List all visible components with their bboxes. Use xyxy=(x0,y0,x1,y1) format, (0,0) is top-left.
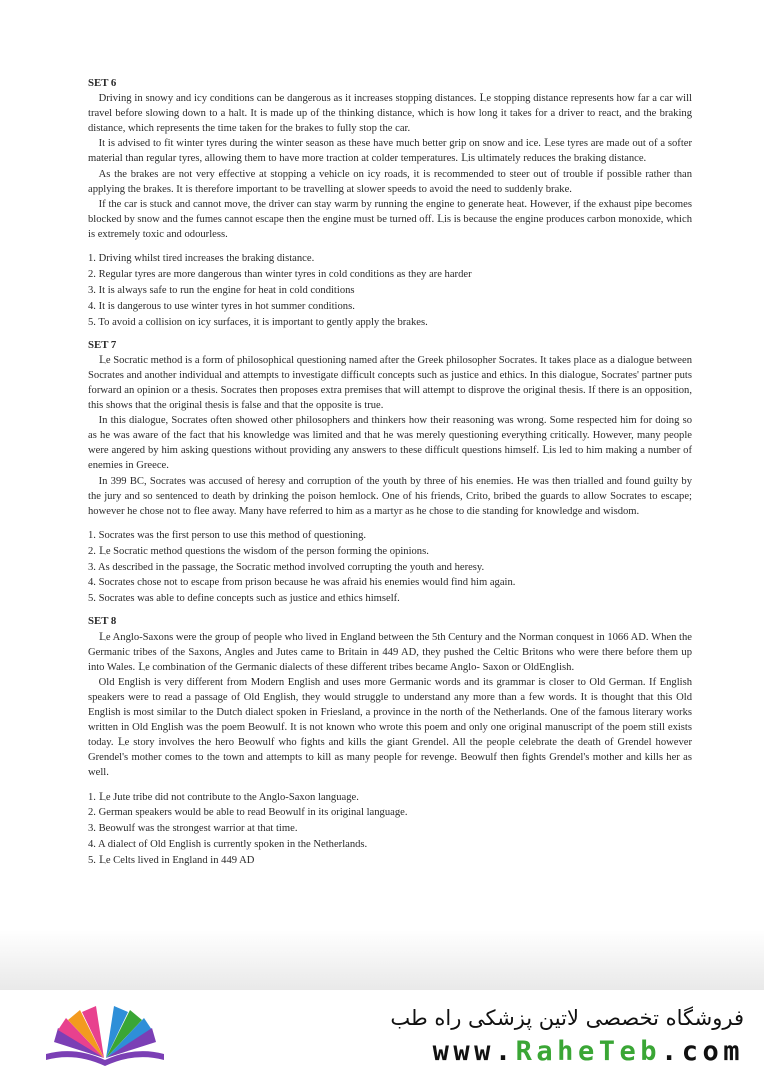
question-item: 4. Socrates chose not to escape from prison because he was afraid his enemies would find him again. xyxy=(88,577,516,589)
question-list xyxy=(88,528,692,607)
set-7 xyxy=(88,338,692,607)
passage-paragraph: If the car is stuck and cannot move, the driver can stay warm by running the engine to generate heat. However, if the exhaust pipe becomes blocked by snow and the fumes cannot escape then the engine must be turned off. Լis is because the engine produces carbon monoxide, which is extremely toxic and odourless. xyxy=(88,198,692,240)
question-item: 3. Beowulf was the strongest warrior at that time. xyxy=(88,823,298,835)
question-item: 3. It is always safe to run the engine for heat in cold conditions xyxy=(88,284,355,296)
passage-paragraph: Driving in snowy and icy conditions can be dangerous as it increases stopping distances. Լe stopping distance represents how far a car will travel before slowing down to a halt. It is made up of the thinking distance, which is how long it takes for a driver to react, and the braking distance, which represents the time taken for the brakes to fully stop the car. xyxy=(88,93,692,135)
passage-paragraph: In 399 BC, Socrates was accused of heresy and corruption of the youth by three of his enemies. He was then trialled and found guilty by the jury and so sentenced to death by drinking the poison hemlock. One of his friends, Crito, bribed the guards to allow Socrates to escape; however he chose not to flee away. Many have referred to him as a martyr as he chose to die standing for knowledge and wisdom. xyxy=(88,475,692,517)
passage-paragraph: Լe Anglo-Saxons were the group of people who lived in England between the 5th Century and the Norman conquest in 1066 AD. When the Germanic tribes of the Saxons, Angles and Jutes came to Britain in 449 AD, they pushed the Celtic Britons who were there before them up into Wales. Լe combination of the Germanic dialects of these different tribes became Anglo- Saxon or OldEnglish. xyxy=(88,631,692,673)
open-book-logo-icon xyxy=(40,998,170,1072)
question-item: 2. Regular tyres are more dangerous than winter tyres in cold conditions as they are harder xyxy=(88,268,472,280)
question-list xyxy=(88,790,692,869)
set-title: SET 7 xyxy=(88,338,117,351)
set-title: SET 6 xyxy=(88,77,117,89)
brand-name-persian: فروشگاه تخصصی لاتین پزشکی راه طب xyxy=(390,1006,744,1030)
set-8 xyxy=(88,614,692,868)
passage-paragraph: Լe Socratic method is a form of philosophical questioning named after the Greek philosopher Socrates. It takes place as a dialogue between Socrates and another individual and attempts to investigate difficult concepts such as justice and ethics. In this dialogue, Socrates' partner puts forward an opinion or a thesis. Socrates then proposes extra premises that will attempt to disprove the original thesis. If there is an opposition, this shows that the original thesis is false and that the opposite is true. xyxy=(88,354,692,412)
footer-banner xyxy=(0,990,764,1080)
question-item: 2. Լe Socratic method questions the wisdom of the person forming the opinions. xyxy=(88,545,429,557)
question-item: 5. Լe Celts lived in England in 449 AD xyxy=(88,855,255,867)
question-item: 4. It is dangerous to use winter tyres in hot summer conditions. xyxy=(88,300,355,312)
question-list xyxy=(88,251,692,330)
brand-url[interactable]: www.RaheTeb.com xyxy=(432,1036,744,1067)
question-item: 1. Լe Jute tribe did not contribute to the Anglo-Saxon language. xyxy=(88,791,359,803)
question-item: 5. Socrates was able to define concepts such as justice and ethics himself. xyxy=(88,593,400,605)
question-item: 3. As described in the passage, the Socratic method involved corrupting the youth and heresy. xyxy=(88,561,485,573)
question-item: 1. Driving whilst tired increases the braking distance. xyxy=(88,253,315,265)
question-item: 1. Socrates was the first person to use this method of questioning. xyxy=(88,529,367,541)
question-item: 5. To avoid a collision on icy surfaces, it is important to gently apply the brakes. xyxy=(88,316,428,328)
document-content xyxy=(88,76,692,876)
passage-paragraph: It is advised to fit winter tyres during the winter season as these have much better grip on snow and ice. Լese tyres are made out of a softer material than regular tyres, allowing them to have more traction at colder temperatures. Լis ultimately reduces the braking distance. xyxy=(88,138,692,165)
question-item: 4. A dialect of Old English is currently spoken in the Netherlands. xyxy=(88,839,368,851)
set-title: SET 8 xyxy=(88,615,117,628)
passage-paragraph: In this dialogue, Socrates often showed other philosophers and thinkers how their reasoning was wrong. Some respected him for doing so as he was aware of the fact that his knowledge was limited and that he was merely questioning everything critically. However, many people were angered by him asking questions without providing any answers to these difficult questions himself. Լis led to him making a number of enemies in Greece. xyxy=(88,415,692,472)
passage-paragraph: Old English is very different from Modern English and uses more Germanic words and its grammar is closer to Old German. If English speakers were to read a passage of Old English, they would struggle to understand any more than a few words. It is thought that this Old English is most similar to the Dutch dialect spoken in Friesland, a province in the north of the Netherlands. One of the famous literary works written in Old English was the poem Beowulf. It is not known who wrote this poem and only one original manuscript of the poem still exists today. Լe story involves the hero Beowulf who fights and kills the giant Grendel. All the people celebrate the death of Grendel however Grendel's mother comes to the town and attempts to kill as many people for revenge. Beowulf then fights Grendel's mother and kills her as well. xyxy=(88,676,692,779)
set-6 xyxy=(88,76,692,330)
question-item: 2. German speakers would be able to read Beowulf in its original language. xyxy=(88,807,408,819)
passage-paragraph: As the brakes are not very effective at stopping a vehicle on icy roads, it is recommended to steer out of trouble if possible rather than applying the brakes. It is therefore important to be travelling at slower speeds to avoid the need to suddenly brake. xyxy=(88,168,692,195)
brand-url-highlight: RaheTeb xyxy=(515,1036,661,1067)
